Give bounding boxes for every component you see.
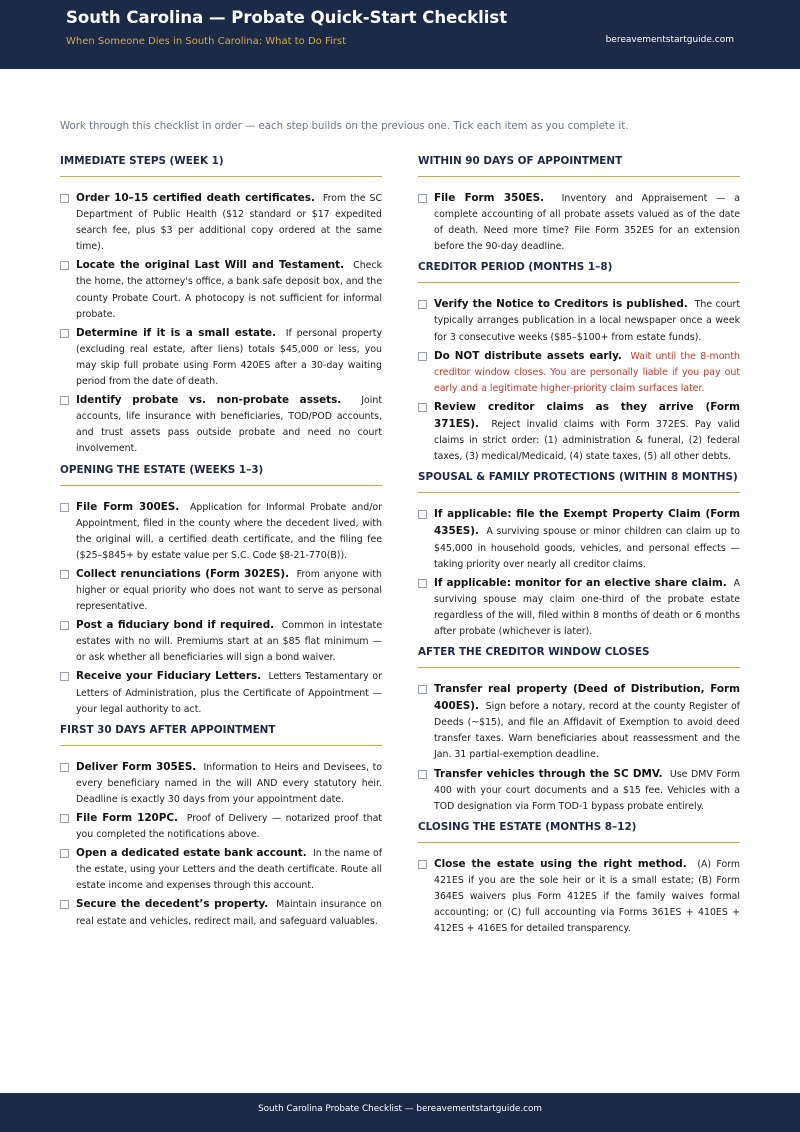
item-heading: If applicable: monitor for an elective share claim. [434,576,727,589]
page-subtitle: When Someone Dies in South Carolina: What to Do First [66,36,346,47]
checkbox[interactable] [60,194,69,203]
checklist-section [418,155,740,255]
checklist-item [60,896,382,929]
item-description: Use DMV Form 400 with your court documents and a $15 fee. Vehicles with a TOD designation via Form TOD-1 bypass probate entirely. [434,768,740,812]
checkbox[interactable] [418,579,427,588]
item-description: Sign before a notary, record at the county Register of Deeds (~$15), and file an Affidavit of Exemption to avoid deed transfer taxes. Warn beneficiaries about reassessment and the Jan. 31 partial-exemption deadline. [434,701,740,761]
item-heading: Verify the Notice to Creditors is published. [434,298,688,311]
checklist-item [418,399,740,465]
checklist-item [60,257,382,322]
checklist-item [60,759,382,808]
section-title: CLOSING THE ESTATE (MONTHS 8–12) [418,821,740,843]
checkbox[interactable] [60,763,69,772]
item-heading: Order 10–15 certified death certificates. [76,192,315,204]
site-link[interactable]: bereavementstartguide.com [605,35,734,45]
checklist-item [418,856,740,937]
item-description: If personal property (excluding real estate, after liens) totals $45,000 or less, you may skip full probate using Form 420ES after a 30-day waiting period from the date of death. [76,327,382,388]
item-description: From anyone with higher or equal priority who does not want to serve as personal representative. [76,568,382,613]
checkbox[interactable] [418,352,427,361]
item-heading: Transfer real property (Deed of Distribution, Form 400ES). [434,683,740,713]
checklist-item [418,681,740,763]
checklist-item [60,190,382,255]
checkbox[interactable] [418,860,427,869]
item-heading: File Form 300ES. [76,500,180,513]
checklist-item [60,325,382,390]
item-heading: Secure the decedent’s property. [76,898,269,911]
section-title: FIRST 30 DAYS AFTER APPOINTMENT [60,724,382,746]
checklist-item [60,617,382,666]
item-description: Reject invalid claims with Form 372ES. Pay valid claims in strict order: (1) administration & funeral, (2) federal taxes, (3) medical/Medicaid, (4) state taxes, (5) all other debts. [434,419,740,463]
checkbox[interactable] [60,900,69,909]
section-title: WITHIN 90 DAYS OF APPOINTMENT [418,155,740,177]
checklist-section [418,471,740,640]
item-description: Maintain insurance on real estate and vehicles, redirect mail, and safeguard valuables. [76,899,382,927]
page-title: South Carolina — Probate Quick-Start Checklist [66,8,508,27]
item-heading: Collect renunciations (Form 302ES). [76,567,290,580]
checkbox[interactable] [418,403,427,412]
item-description: In the name of the estate, using your Letters and the death certificate. Route all estate income and expenses through this account. [76,848,382,892]
checkbox[interactable] [60,329,69,338]
right-column [418,155,740,943]
item-description: Joint accounts, life insurance with beneficiaries, TOD/POD accounts, and trust assets pass outside probate and need no court involvement. [76,395,382,455]
item-description: Inventory and Appraisement — a complete accounting of all probate assets valued as of the date of death. Need more time? File Form 352ES for an extension before the 90-day deadline. [434,193,740,253]
item-heading: If applicable: file the Exempt Property Claim (Form 435ES). [434,508,740,538]
checklist-item [60,392,382,457]
checkbox[interactable] [60,849,69,858]
item-description: Letters Testamentary or Letters of Administration, plus the Certificate of Appointment — your legal authority to act. [76,671,383,715]
item-heading: Review creditor claims as they arrive (Form 371ES). [434,400,740,431]
item-heading: Open a dedicated estate bank account. [76,847,307,860]
checklist-item [418,575,740,640]
item-heading: Post a fiduciary bond if required. [76,619,275,632]
section-title: OPENING THE ESTATE (WEEKS 1–3) [60,464,382,486]
item-heading: Do NOT distribute assets early. [434,349,622,362]
item-heading: Locate the original Last Will and Testament. [76,259,345,272]
checklist-item [60,810,382,843]
item-description: A surviving spouse or minor children can claim up to $45,000 in household goods, vehicles, and personal effects — taking priority over nearly all creditor claims. [434,526,740,570]
item-heading: File Form 120PC. [76,812,178,824]
item-description: Proof of Delivery — notarized proof that you completed the notifications above. [76,813,382,841]
checkbox[interactable] [418,300,427,309]
intro-text: Work through this checklist in order — each step builds on the previous one. Tick each item as you complete it. [60,121,629,132]
item-heading: Receive your Fiduciary Letters. [76,670,262,683]
item-heading: Deliver Form 305ES. [76,760,197,773]
left-column [60,155,382,936]
checklist-section [418,646,740,815]
checklist-item [418,506,740,572]
checkbox[interactable] [60,570,69,579]
checklist-section [60,155,382,458]
checklist-item [60,668,382,717]
item-heading: File Form 350ES. [434,192,545,204]
footer-text: South Carolina Probate Checklist — bereavementstartguide.com [258,1104,542,1114]
item-description: (A) Form 421ES if you are the sole heir or it is a small estate; (B) Form 364ES waivers plus Form 412ES if the family waives formal accounting; or (C) full accounting via Forms 361ES + 410ES + 412ES + 416ES for detailed transparency. [434,858,741,935]
item-description: Information to Heirs and Devisees, to every beneficiary named in the will AND every statutory heir. Deadline is exactly 30 days from your appointment date. [76,761,382,805]
checkbox[interactable] [60,503,69,512]
section-title: IMMEDIATE STEPS (WEEK 1) [60,155,382,177]
checklist-item [418,766,740,815]
checkbox[interactable] [60,621,69,630]
item-heading: Determine if it is a small estate. [76,326,277,339]
checklist-section [60,464,382,718]
item-description: A surviving spouse may claim one-third of the probate estate regardless of the will, filed within 8 months of death or 6 months after probate (whichever is later). [434,577,740,637]
checkbox[interactable] [418,685,427,694]
section-title: AFTER THE CREDITOR WINDOW CLOSES [418,646,740,668]
item-heading: Transfer vehicles through the SC DMV. [434,767,663,780]
item-description: From the SC Department of Public Health ($12 standard or $17 expedited search fee, plus $3 per additional copy ordered at the same time). [76,193,382,253]
checklist-item [60,499,382,564]
checklist-item [60,845,382,894]
checkbox[interactable] [60,261,69,270]
checklist-item [418,296,740,345]
section-title: CREDITOR PERIOD (MONTHS 1–8) [418,261,740,283]
checklist-item [418,190,740,255]
checkbox[interactable] [60,396,69,405]
checklist-section [418,261,740,465]
page-header [0,0,800,69]
checklist-section [418,821,740,937]
item-heading: Identify probate vs. non-probate assets. [76,394,342,407]
item-description: Application for Informal Probate and/or Appointment, filed in the county where the decedent lived, with the original will, a certified death certificate, and the filing fee ($25–$845+ by estate value per S.C. Code §8-21-770(B)). [76,501,382,561]
checklist-section [60,724,382,930]
item-warning: Wait until the 8-month creditor window closes. You are personally liable if you pay out early and a legitimate higher-priority claim surfaces later. [434,350,740,394]
checkbox[interactable] [418,770,427,779]
checklist-item [60,566,382,615]
checkbox[interactable] [60,672,69,681]
section-title: SPOUSAL & FAMILY PROTECTIONS (WITHIN 8 MONTHS) [418,471,740,493]
checklist-item [418,348,740,397]
checkbox[interactable] [60,814,69,823]
item-description: Check the home, the attorney's office, a bank safe deposit box, and the county Probate Court. A photocopy is not sufficient for informal probate. [76,260,382,320]
checkbox[interactable] [418,194,427,203]
item-description: Common in intestate estates with no will. Premiums start at an $85 flat minimum — or ask whether all beneficiaries will sign a bond waiver. [76,620,382,664]
item-heading: Close the estate using the right method. [434,857,687,870]
page-footer [0,1093,800,1132]
checkbox[interactable] [418,510,427,519]
item-description: The court typically arranges publication in a local newspaper once a week for 3 consecutive weeks ($85–$100+ from estate funds). [434,299,740,343]
